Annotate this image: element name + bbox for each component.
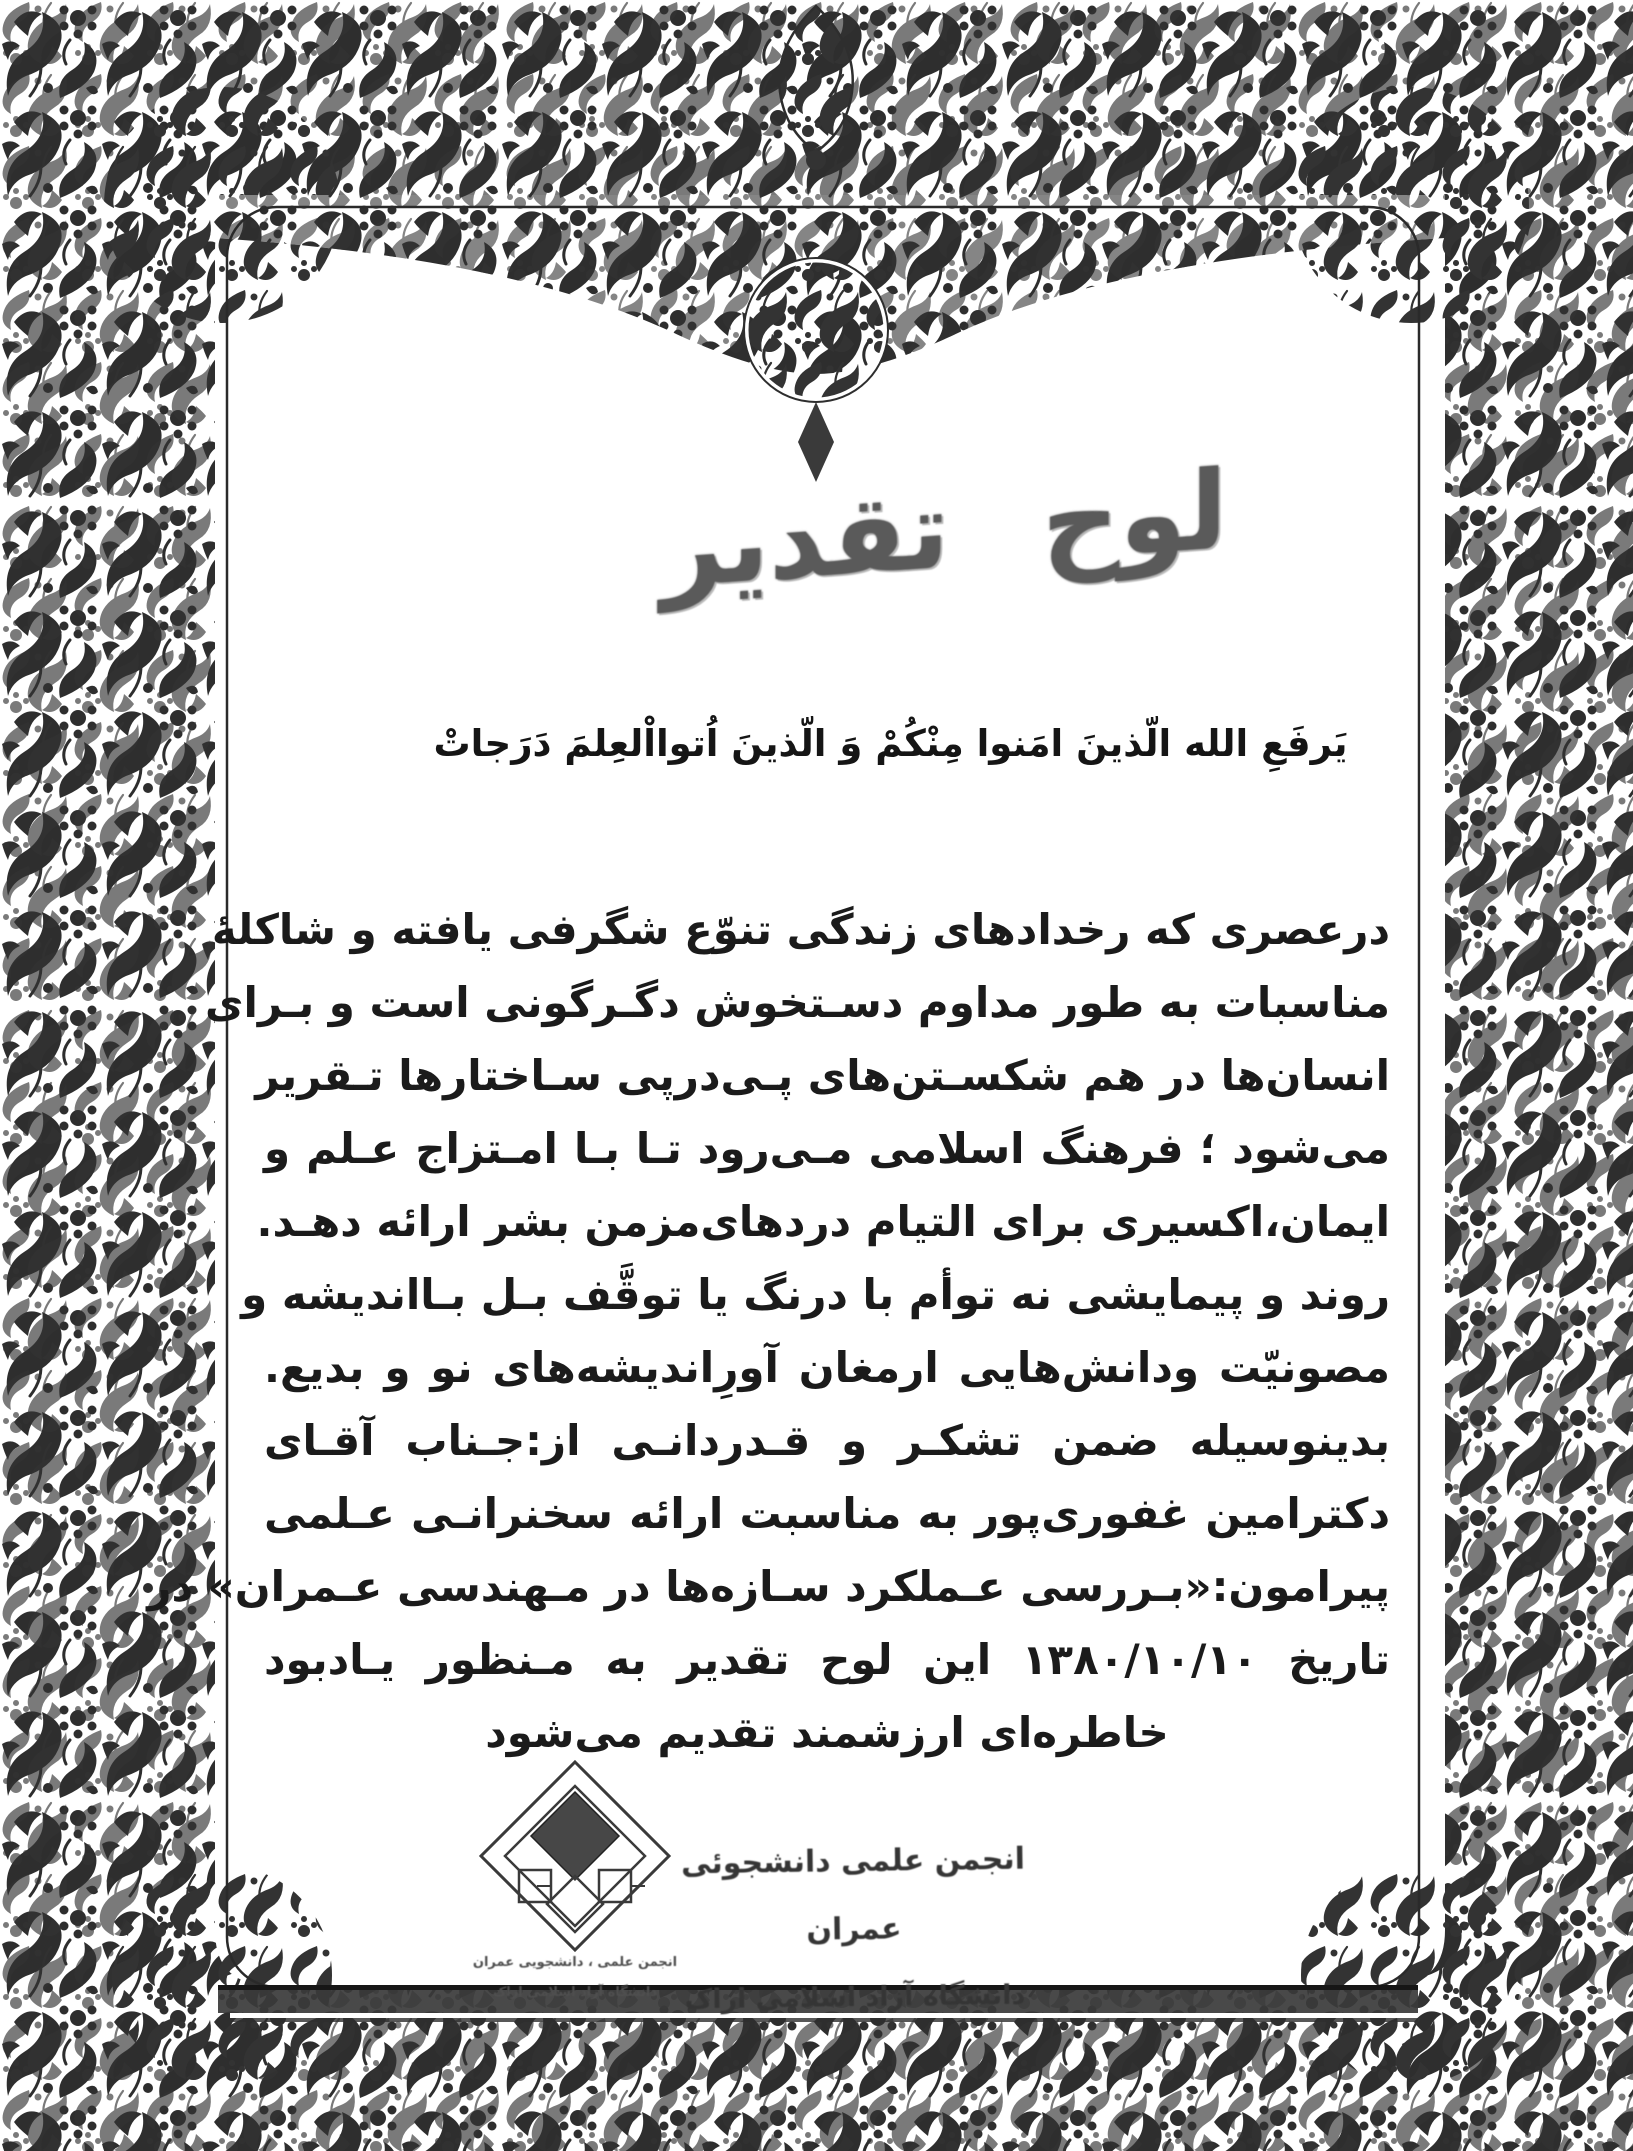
body-line: مناسبات به طور مداوم دسـتخوش دگـرگونی است و بـرای bbox=[205, 978, 1390, 1027]
university-name: دانشگاه آزاد اسلامی اراک bbox=[684, 1979, 1026, 2016]
certificate-body bbox=[147, 893, 1390, 1769]
body-line: مصونیّت ودانش‌هایی ارمغان آورِاندیشه‌های نو و بدیع. bbox=[264, 1343, 1390, 1392]
logo-caption-line2: دانشگاه آزاد اسلامی اراک bbox=[492, 1985, 658, 2000]
body-line: می‌شود ؛ فرهنگ اسلامی مـی‌رود تـا بـا امـتزاج عـلم و bbox=[264, 1124, 1390, 1173]
body-line: پیرامون:«بـررسی عـملکرد سـازه‌ها در مـهندسی عـمران» در bbox=[147, 1562, 1390, 1611]
association-name: انجمن علمی دانشجوئی عمران bbox=[680, 1841, 1026, 1948]
certificate-title: لوح تقدیر bbox=[661, 448, 1228, 613]
body-line: دکترامین غفوری‌پور به مناسبت ارائه سخنرانـی عـلمی bbox=[264, 1489, 1390, 1538]
body-line: درعصری که رخدادهای زندگی تنوّع شگرفی یافته و شاکلهٔ bbox=[211, 905, 1390, 954]
body-line: ایمان،اکسیری برای التیام دردهای‌مزمن بشر ارائه دهـد. bbox=[256, 1197, 1390, 1246]
body-line: بدینوسیله ضمن تشکـر و قـدردانـی از:جـناب آقـای bbox=[264, 1416, 1390, 1465]
body-line: خاطره‌ای ارزشمند تقدیم می‌شود bbox=[485, 1708, 1169, 1757]
logo-caption-line1: انجمن علمی ، دانشجویی عمران bbox=[472, 1955, 678, 1970]
quran-verse: یَرفَعِ الله الّذینَ امَنوا مِنْکُمْ وَ الّذینَ اُتوااْلعِلمَ دَرَجاتْ bbox=[433, 722, 1348, 765]
body-line: انسان‌ها در هم شکسـتن‌های پـی‌درپی سـاختارها تـقریر bbox=[255, 1051, 1390, 1100]
university-logo bbox=[455, 1758, 695, 1958]
body-line: تاریخ ۱۳۸۰/۱۰/۱۰ این لوح تقدیر به مـنظور یـادبود bbox=[264, 1635, 1390, 1684]
body-line: روند و پیمایشی نه توأم با درنگ یا توقَّف بـل بـااندیشه و bbox=[241, 1270, 1390, 1319]
issuer-block bbox=[663, 1825, 1046, 2034]
